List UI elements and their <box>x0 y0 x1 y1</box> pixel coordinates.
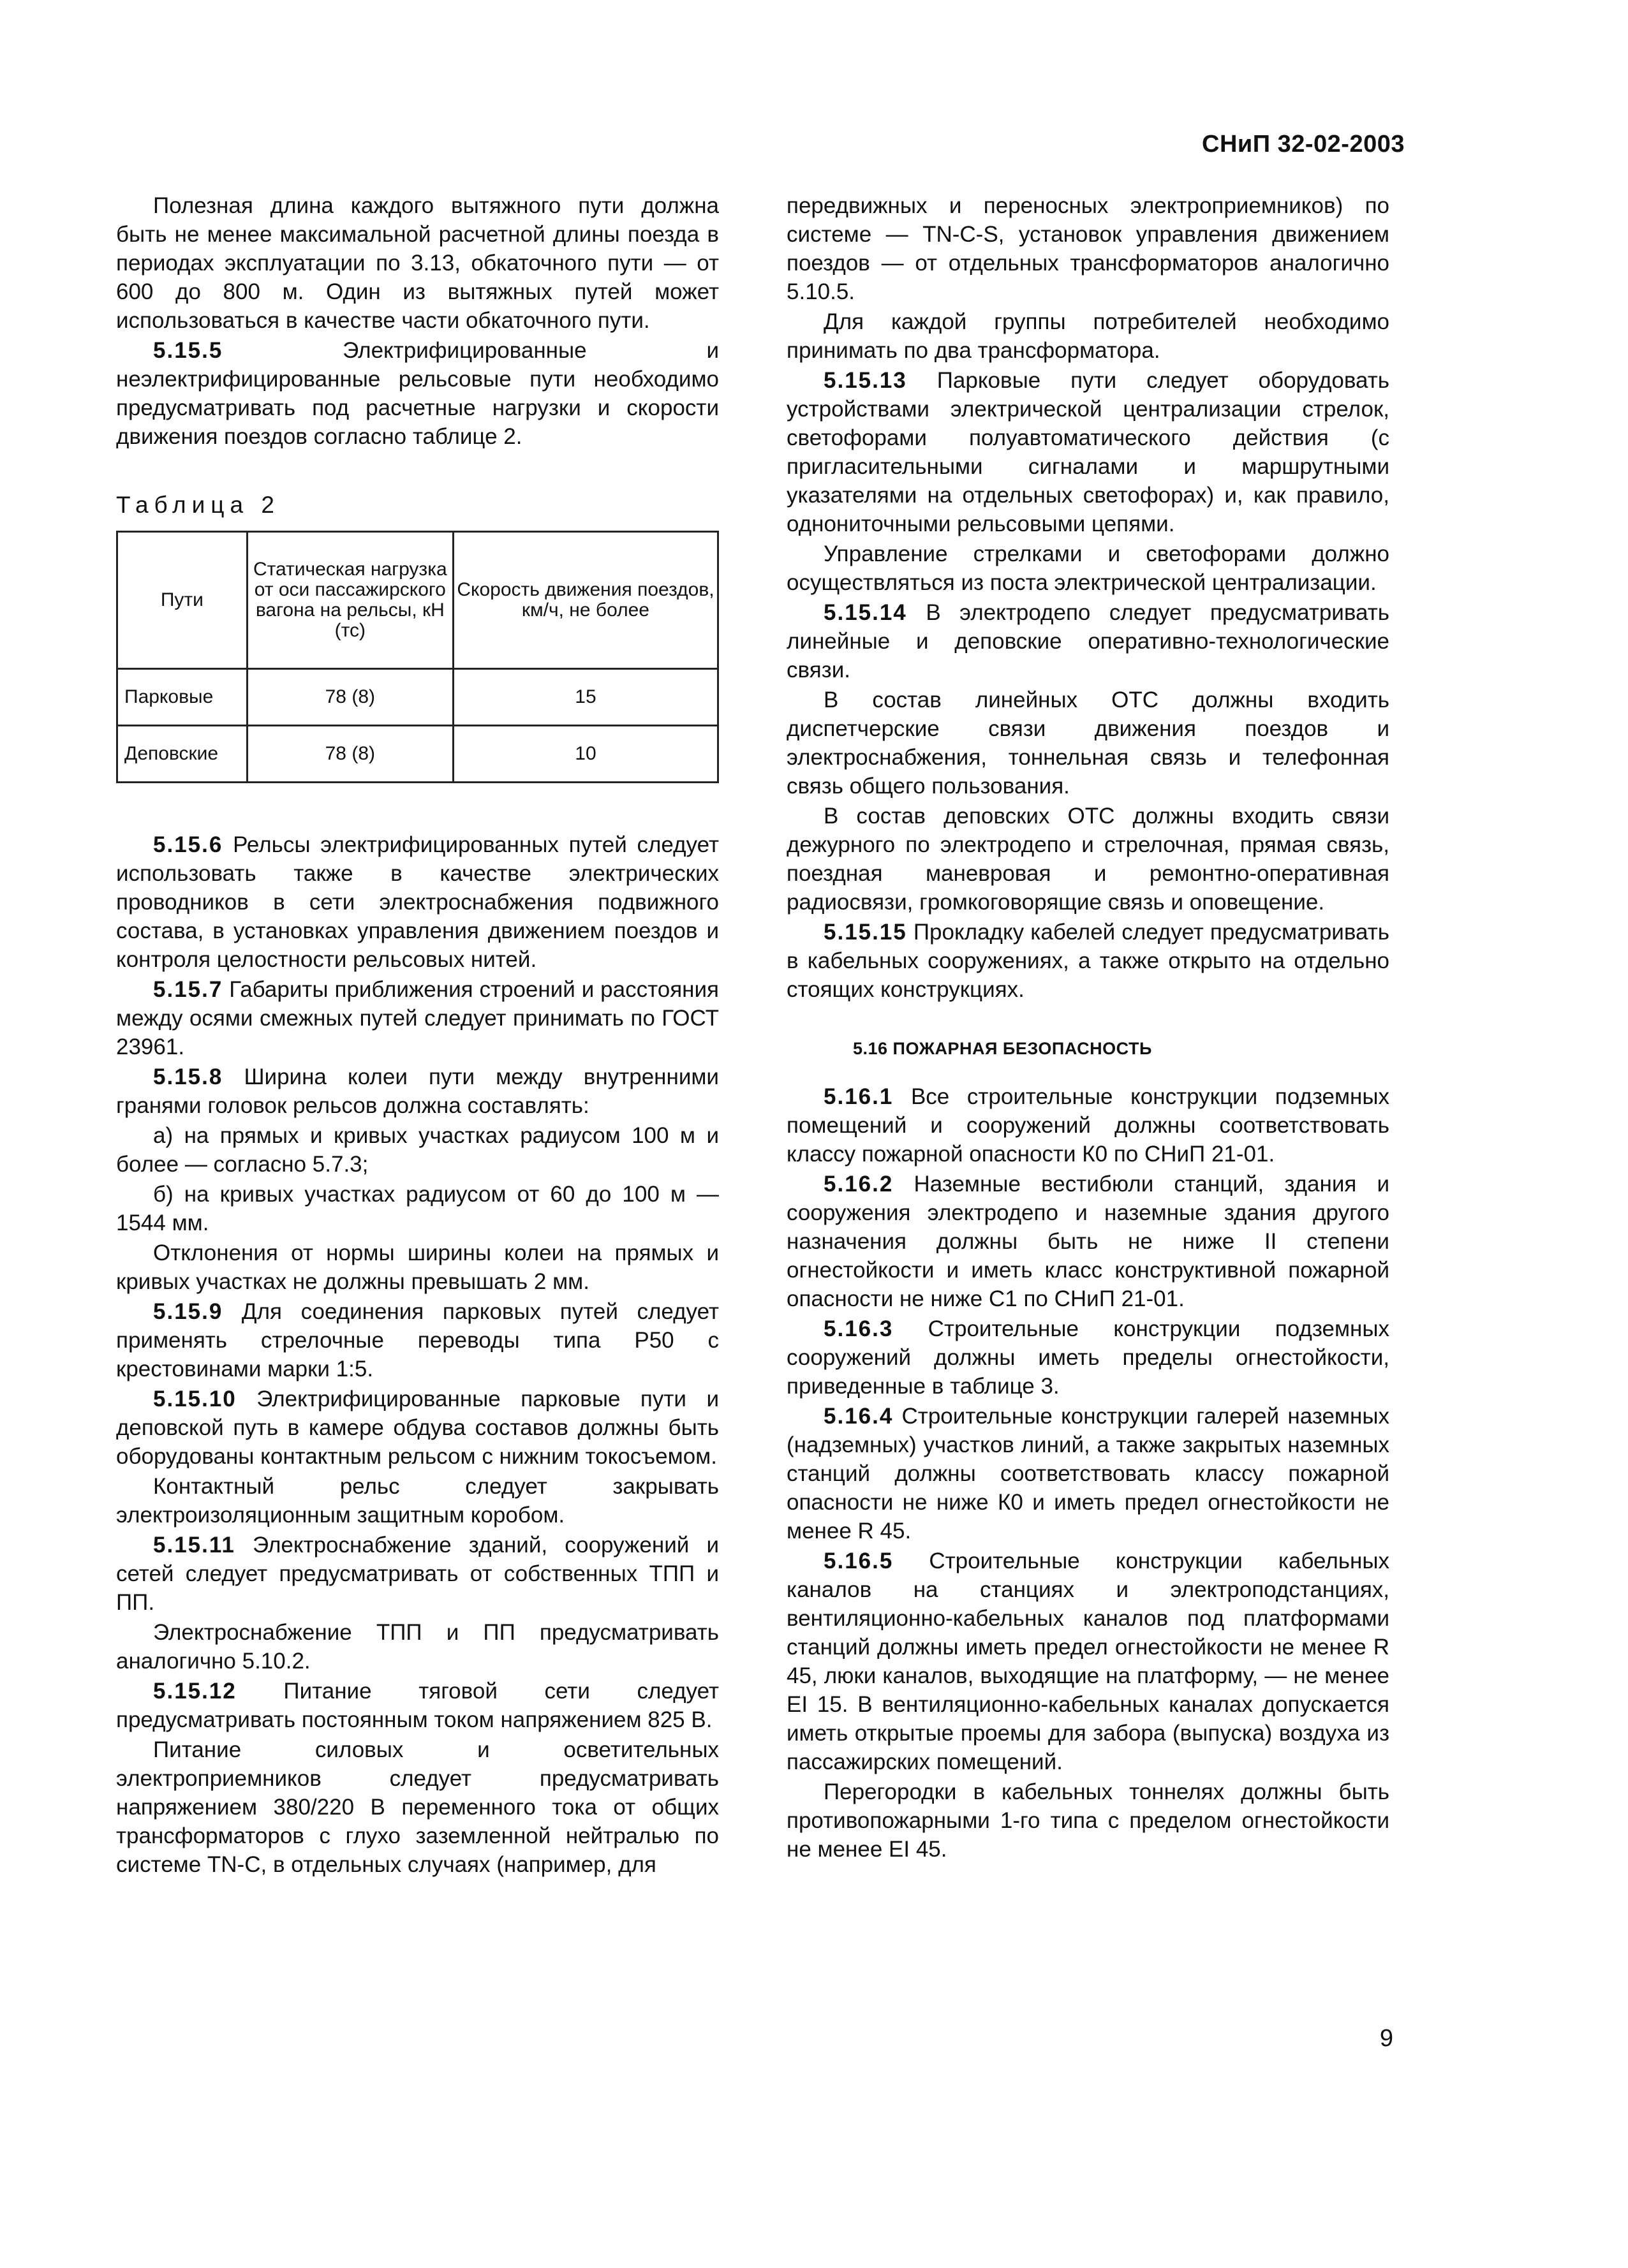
clause-text: Прокладку кабелей следует предусматривать в кабельных сооружениях, а также открыто на отдельно стоящих конструкциях. <box>787 920 1389 1002</box>
clause-number: 5.15.12 <box>153 1679 237 1704</box>
clause-5-15-9 <box>116 1297 719 1383</box>
clause-text: Питание тяговой сети следует предусматривать постоянным током напряжением 825 В. <box>116 1679 719 1732</box>
clause-number: 5.15.9 <box>153 1299 223 1324</box>
left-column <box>116 191 719 1880</box>
clause-5-15-11 <box>116 1531 719 1617</box>
clause-5-16-5 <box>787 1547 1389 1776</box>
clause-number: 5.15.11 <box>153 1533 235 1557</box>
table-header-cell: Статическая нагрузка от оси пассажирского вагона на рельсы, кН (тс) <box>247 532 453 669</box>
table-row <box>117 726 718 783</box>
clause-5-16-3 <box>787 1314 1389 1401</box>
clause-number: 5.15.6 <box>153 832 223 857</box>
clause-number: 5.16.4 <box>824 1404 894 1429</box>
table-header-cell: Скорость движения поездов, км/ч, не более <box>453 532 718 669</box>
page-number: 9 <box>1379 2025 1393 2052</box>
table-cell: 78 (8) <box>247 669 453 726</box>
table-cell: 10 <box>453 726 718 783</box>
clause-text: Для соединения парковых путей следует применять стрелочные переводы типа Р50 с крестовинами марки 1:5. <box>116 1299 719 1381</box>
table-header-cell: Пути <box>117 532 248 669</box>
clause-5-16-2 <box>787 1170 1389 1313</box>
clause-5-16-1 <box>787 1082 1389 1168</box>
clause-number: 5.15.7 <box>153 977 223 1002</box>
table-caption: Таблица 2 <box>116 492 280 518</box>
clause-number: 5.16.5 <box>824 1549 894 1573</box>
clause-number: 5.15.5 <box>153 338 223 363</box>
clause-text: В электродепо следует предусматривать линейные и деповские оперативно-технологические связи. <box>787 600 1389 682</box>
clause-5-15-8 <box>116 1063 719 1120</box>
clause-5-15-15 <box>787 918 1389 1004</box>
clause-5-15-13 <box>787 366 1389 538</box>
table-cell: Парковые <box>117 669 248 726</box>
clause-number: 5.16.2 <box>824 1172 894 1197</box>
clause-number: 5.15.14 <box>824 600 907 625</box>
clause-text: Электрифицированные парковые пути и деповской путь в камере обдува составов должны быть оборудованы контактным рельсом с нижним токосъемом. <box>116 1387 719 1469</box>
paragraph: Отклонения от нормы ширины колеи на прямых и кривых участках не должны превышать 2 мм. <box>116 1241 719 1294</box>
paragraph: Полезная длина каждого вытяжного пути должна быть не менее максимальной расчетной длины поезда в периодах эксплуатации по 3.13, обкаточного пути — от 600 до 800 м. Один из вытяжных путей может использоваться в качестве части обкаточного пути. <box>116 193 719 333</box>
clause-text: Строительные конструкции галерей наземных (надземных) участков линий, а также закрытых наземных станций должны соответствовать классу пожарной опасности не ниже К0 и иметь предел огнестойкости не менее R 45. <box>787 1404 1389 1543</box>
clause-text: Парковые пути следует оборудовать устройствами электрической централизации стрелок, светофорами полуавтоматического действия (с пригласительными сигналами и маршрутными указателями на отдельных светофорах) и, как правило, однониточными рельсовыми цепями. <box>787 368 1389 536</box>
table-header-row <box>117 532 718 669</box>
right-column <box>787 191 1389 1865</box>
clause-number: 5.16.3 <box>824 1316 894 1341</box>
clause-text: Все строительные конструкции подземных помещений и сооружений должны соответствовать классу пожарной опасности К0 по СНиП 21-01. <box>787 1084 1390 1167</box>
table-cell: 78 (8) <box>247 726 453 783</box>
clause-5-16-4 <box>787 1402 1389 1545</box>
clause-5-15-10 <box>116 1385 719 1471</box>
paragraph: Перегородки в кабельных тоннелях должны быть противопожарными 1-го типа с пределом огнестойкости не менее EI 45. <box>787 1779 1389 1862</box>
clause-number: 5.15.13 <box>824 368 907 393</box>
table-2 <box>116 531 719 783</box>
clause-text: Наземные вестибюли станций, здания и сооружения электродепо и наземные здания другого назначения должны быть не ниже II степени огнестойкости и иметь класс конструктивной пожарной опасности не ниже С1 по СНиП 21-01. <box>787 1172 1389 1311</box>
table-cell: Деповские <box>117 726 248 783</box>
clause-number: 5.15.8 <box>153 1064 223 1089</box>
clause-text: Электрифицированные и неэлектрифицированные рельсовые пути необходимо предусматривать под расчетные нагрузки и скорости движения поездов согласно таблице 2. <box>116 338 719 449</box>
paragraph: Контактный рельс следует закрывать электроизоляционным защитным коробом. <box>116 1474 719 1528</box>
list-item: а) на прямых и кривых участках радиусом 100 м и более — согласно 5.7.3; <box>116 1123 719 1177</box>
table-cell: 15 <box>453 669 718 726</box>
clause-5-15-14 <box>787 598 1389 684</box>
clause-text: Электроснабжение зданий, сооружений и сетей следует предусматривать от собственных ТПП и ПП. <box>116 1533 719 1615</box>
table-row <box>117 669 718 726</box>
paragraph: В состав деповских ОТС должны входить связи дежурного по электродепо и стрелочная, прямая связь, поездная маневровая и ремонтно-оперативная радиосвязи, громкоговорящие связь и оповещение. <box>787 804 1389 915</box>
clause-5-15-12 <box>116 1677 719 1734</box>
document-code-header: СНиП 32-02-2003 <box>1202 131 1405 158</box>
paragraph: Управление стрелками и светофорами должно осуществляться из поста электрической централизации. <box>787 541 1389 595</box>
clause-text: Ширина колеи пути между внутренними гранями головок рельсов должна составлять: <box>116 1064 719 1118</box>
paragraph: В состав линейных ОТС должны входить диспетчерские связи движения поездов и электроснабжения, тоннельная связь и телефонная связь общего пользования. <box>787 688 1389 799</box>
paragraph: Для каждой группы потребителей необходимо принимать по два трансформатора. <box>787 309 1389 363</box>
clause-5-15-7 <box>116 975 719 1061</box>
clause-text: Рельсы электрифицированных путей следует использовать также в качестве электрических проводников в сети электроснабжения подвижного состава, в установках управления движением поездов и контроля целостности рельсовых нитей. <box>116 832 719 972</box>
paragraph: передвижных и переносных электроприемников) по системе — TN-C-S, установок управления движением поездов — от отдельных трансформаторов аналогично 5.10.5. <box>787 193 1389 304</box>
clause-text: Строительные конструкции кабельных каналов на станциях и электроподстанциях, вентиляционно-кабельных каналов под платформами станций должны иметь предел огнестойкости не менее R 45, люки каналов, выходящие на платформу, — не менее EI 15. В вентиляционно-кабельных каналах допускается иметь открытые проемы для забора (выпуска) воздуха из пассажирских помещений. <box>787 1549 1389 1774</box>
clause-text: Габариты приближения строений и расстояния между осями смежных путей следует принимать по ГОСТ 23961. <box>116 977 719 1059</box>
clause-5-15-6 <box>116 830 719 974</box>
clause-number: 5.15.15 <box>824 920 907 945</box>
paragraph: Электроснабжение ТПП и ПП предусматривать аналогично 5.10.2. <box>116 1620 719 1674</box>
clause-text: Строительные конструкции подземных сооружений должны иметь пределы огнестойкости, приведенные в таблице 3. <box>787 1316 1389 1399</box>
clause-number: 5.15.10 <box>153 1387 237 1411</box>
clause-5-15-5 <box>116 336 719 451</box>
clause-number: 5.16.1 <box>824 1084 894 1109</box>
section-title: 5.16 ПОЖАРНАЯ БЕЗОПАСНОСТЬ <box>853 1039 1152 1058</box>
paragraph: Питание силовых и осветительных электроприемников следует предусматривать напряжением 380/220 В переменного тока от общих трансформаторов с глухо заземленной нейтралью по системе TN-C, в отдельных случаях (например, для <box>116 1737 719 1877</box>
list-item: б) на кривых участках радиусом от 60 до 100 м — 1544 мм. <box>116 1182 719 1235</box>
